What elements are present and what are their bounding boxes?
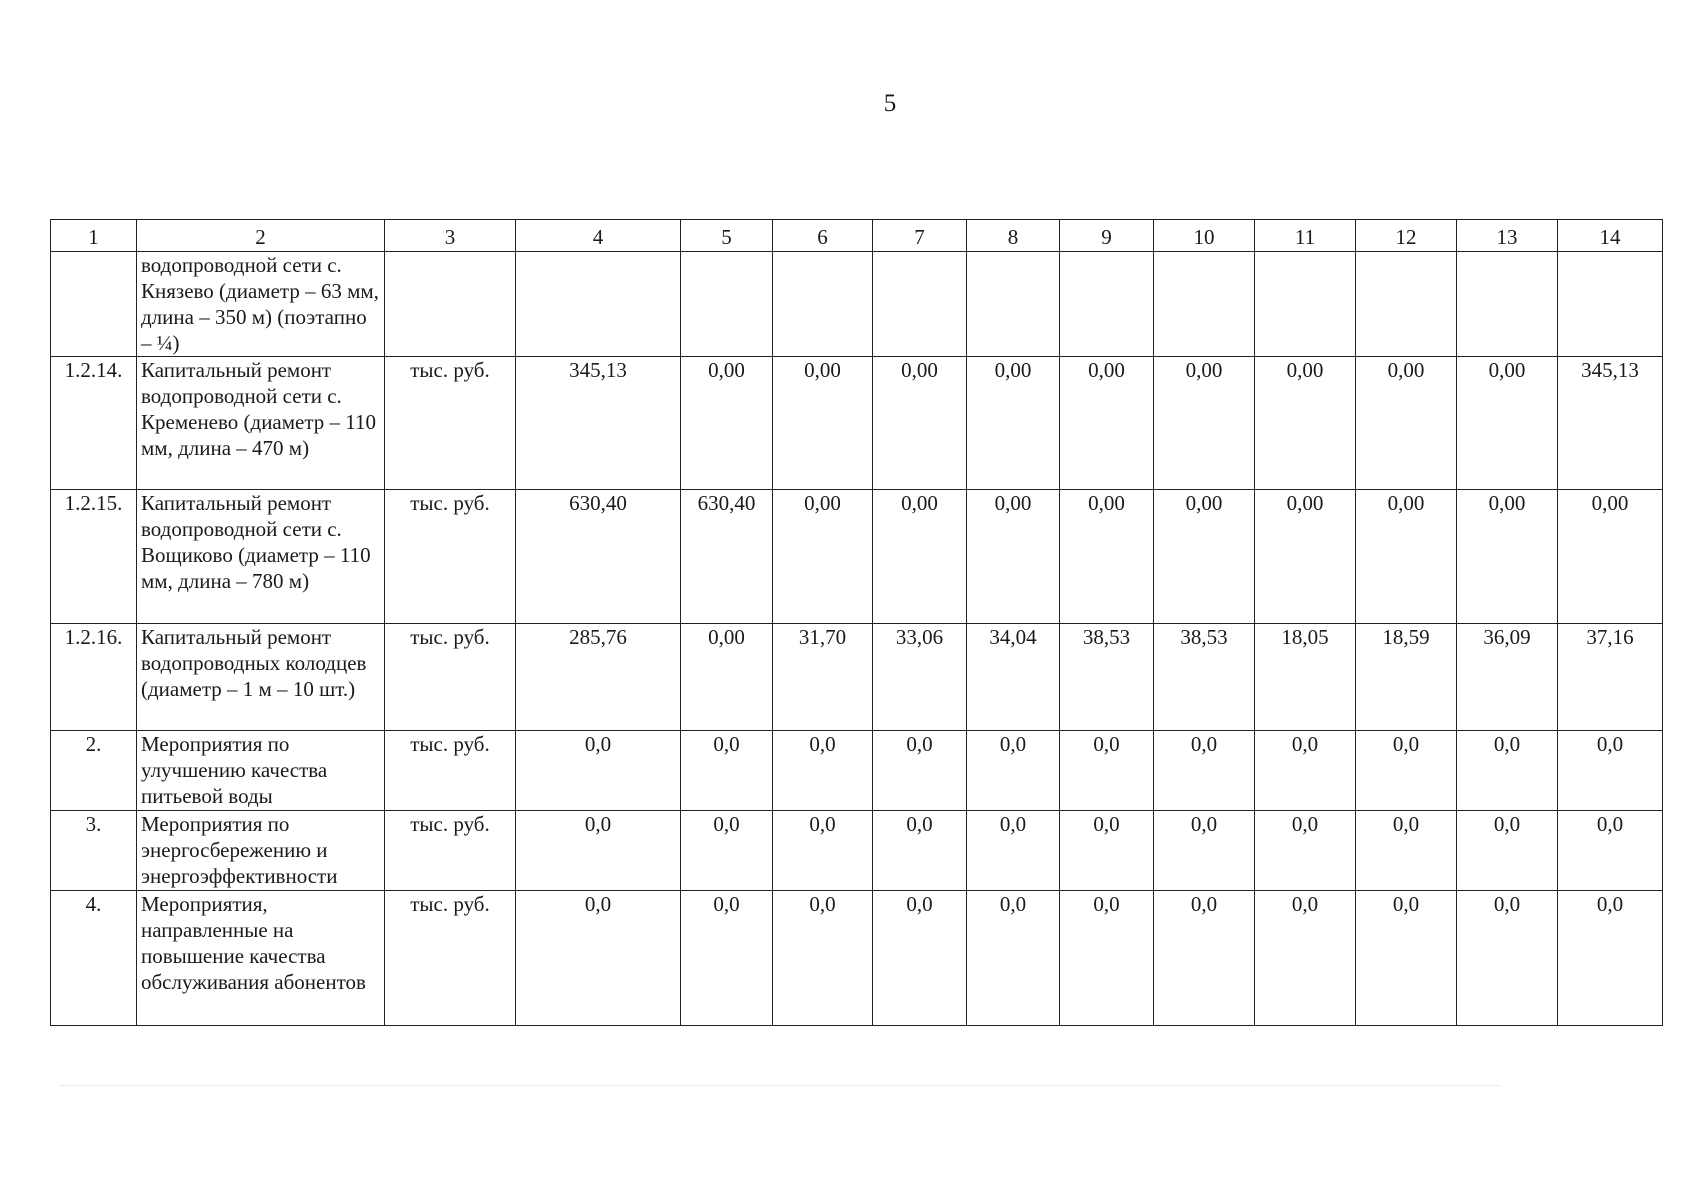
table-row: [51, 252, 1663, 357]
value-cell: 0,0: [773, 731, 873, 811]
value-cell: 0,0: [873, 891, 967, 1026]
value-cell: 0,0: [516, 811, 681, 891]
value-cell: 0,00: [1558, 490, 1663, 624]
value-cell: 0,0: [681, 891, 773, 1026]
value-cell: 36,09: [1457, 624, 1558, 731]
table-row: [51, 490, 1663, 624]
value-cell: 33,06: [873, 624, 967, 731]
value-cell: 0,00: [1060, 490, 1154, 624]
value-cell: 0,0: [1457, 811, 1558, 891]
value-cell: 0,0: [1558, 811, 1663, 891]
value-cell: 38,53: [1154, 624, 1255, 731]
column-header: 13: [1457, 220, 1558, 252]
value-cell: [773, 252, 873, 357]
value-cell: [1457, 252, 1558, 357]
value-cell: 0,0: [1356, 811, 1457, 891]
value-cell: 0,0: [1255, 891, 1356, 1026]
value-cell: 0,00: [773, 357, 873, 490]
column-header: 14: [1558, 220, 1663, 252]
table-row: [51, 891, 1663, 1026]
measure-name-cell: Мероприятия по улучшению качества питьевой воды: [137, 731, 385, 811]
value-cell: [1154, 252, 1255, 357]
value-cell: 0,0: [516, 891, 681, 1026]
value-cell: 0,0: [773, 891, 873, 1026]
column-header: 9: [1060, 220, 1154, 252]
value-cell: 0,00: [681, 624, 773, 731]
value-cell: 37,16: [1558, 624, 1663, 731]
unit-cell: [385, 252, 516, 357]
value-cell: 0,00: [1255, 357, 1356, 490]
value-cell: 0,00: [1154, 490, 1255, 624]
table-row: [51, 624, 1663, 731]
row-number-cell: 3.: [51, 811, 137, 891]
row-number-cell: 1.2.16.: [51, 624, 137, 731]
row-number-cell: [51, 252, 137, 357]
table-row: [51, 357, 1663, 490]
investment-table: [50, 219, 1663, 1026]
value-cell: 0,0: [1154, 731, 1255, 811]
value-cell: [681, 252, 773, 357]
value-cell: 0,0: [681, 731, 773, 811]
value-cell: 0,00: [1154, 357, 1255, 490]
value-cell: 0,00: [873, 490, 967, 624]
row-number-cell: 2.: [51, 731, 137, 811]
column-header: 10: [1154, 220, 1255, 252]
value-cell: [873, 252, 967, 357]
column-header: 6: [773, 220, 873, 252]
value-cell: 345,13: [516, 357, 681, 490]
value-cell: 0,00: [1255, 490, 1356, 624]
value-cell: 0,00: [1060, 357, 1154, 490]
row-number-cell: 4.: [51, 891, 137, 1026]
row-number-cell: 1.2.15.: [51, 490, 137, 624]
unit-cell: тыс. руб.: [385, 624, 516, 731]
value-cell: 0,0: [967, 811, 1060, 891]
table-header-row: [51, 220, 1663, 252]
column-header: 7: [873, 220, 967, 252]
unit-cell: тыс. руб.: [385, 811, 516, 891]
value-cell: 0,00: [967, 490, 1060, 624]
unit-cell: тыс. руб.: [385, 357, 516, 490]
value-cell: 0,0: [1255, 731, 1356, 811]
value-cell: 0,0: [1356, 891, 1457, 1026]
value-cell: [516, 252, 681, 357]
measure-name-cell: Капитальный ремонт водопроводной сети с. Кременево (диаметр – 110 мм, длина – 470 м): [137, 357, 385, 490]
value-cell: 0,0: [516, 731, 681, 811]
value-cell: [967, 252, 1060, 357]
value-cell: 34,04: [967, 624, 1060, 731]
value-cell: 0,00: [1356, 490, 1457, 624]
column-header: 5: [681, 220, 773, 252]
table-row: [51, 731, 1663, 811]
page-number: 5: [883, 90, 897, 117]
value-cell: 0,00: [1457, 490, 1558, 624]
column-header: 11: [1255, 220, 1356, 252]
value-cell: 345,13: [1558, 357, 1663, 490]
table-row: [51, 811, 1663, 891]
value-cell: 0,0: [681, 811, 773, 891]
value-cell: 0,0: [1060, 731, 1154, 811]
value-cell: 0,0: [967, 731, 1060, 811]
value-cell: 0,00: [1457, 357, 1558, 490]
value-cell: 18,59: [1356, 624, 1457, 731]
value-cell: 0,0: [1457, 731, 1558, 811]
measure-name-cell: водопроводной сети с. Князево (диаметр – 63 мм, длина – 350 м) (поэтапно – ¼): [137, 252, 385, 357]
column-header: 3: [385, 220, 516, 252]
column-header: 8: [967, 220, 1060, 252]
value-cell: 630,40: [516, 490, 681, 624]
measure-name-cell: Капитальный ремонт водопроводной сети с. Вощиково (диаметр – 110 мм, длина – 780 м): [137, 490, 385, 624]
scan-artifact-line: [60, 1085, 1500, 1087]
value-cell: 38,53: [1060, 624, 1154, 731]
value-cell: 18,05: [1255, 624, 1356, 731]
table-body: [51, 252, 1663, 1026]
measure-name-cell: Мероприятия, направленные на повышение качества обслуживания абонентов: [137, 891, 385, 1026]
measure-name-cell: Мероприятия по энергосбережению и энергоэффективности: [137, 811, 385, 891]
unit-cell: тыс. руб.: [385, 891, 516, 1026]
value-cell: 0,0: [1457, 891, 1558, 1026]
column-header: 1: [51, 220, 137, 252]
value-cell: [1558, 252, 1663, 357]
value-cell: 285,76: [516, 624, 681, 731]
value-cell: 0,0: [1255, 811, 1356, 891]
value-cell: 0,0: [1558, 731, 1663, 811]
value-cell: 0,0: [873, 811, 967, 891]
value-cell: 0,00: [773, 490, 873, 624]
value-cell: 0,00: [873, 357, 967, 490]
value-cell: 0,0: [1154, 891, 1255, 1026]
value-cell: 0,00: [681, 357, 773, 490]
column-header: 12: [1356, 220, 1457, 252]
column-header: 4: [516, 220, 681, 252]
value-cell: 0,0: [873, 731, 967, 811]
measure-name-cell: Капитальный ремонт водопроводных колодцев (диаметр – 1 м – 10 шт.): [137, 624, 385, 731]
value-cell: [1255, 252, 1356, 357]
unit-cell: тыс. руб.: [385, 490, 516, 624]
value-cell: 0,0: [773, 811, 873, 891]
value-cell: 630,40: [681, 490, 773, 624]
value-cell: 0,0: [1060, 811, 1154, 891]
value-cell: 0,0: [1558, 891, 1663, 1026]
value-cell: 0,00: [967, 357, 1060, 490]
value-cell: 0,0: [1356, 731, 1457, 811]
value-cell: 0,00: [1356, 357, 1457, 490]
value-cell: 0,0: [1060, 891, 1154, 1026]
value-cell: [1060, 252, 1154, 357]
unit-cell: тыс. руб.: [385, 731, 516, 811]
value-cell: 31,70: [773, 624, 873, 731]
value-cell: 0,0: [1154, 811, 1255, 891]
value-cell: 0,0: [967, 891, 1060, 1026]
row-number-cell: 1.2.14.: [51, 357, 137, 490]
value-cell: [1356, 252, 1457, 357]
column-header: 2: [137, 220, 385, 252]
